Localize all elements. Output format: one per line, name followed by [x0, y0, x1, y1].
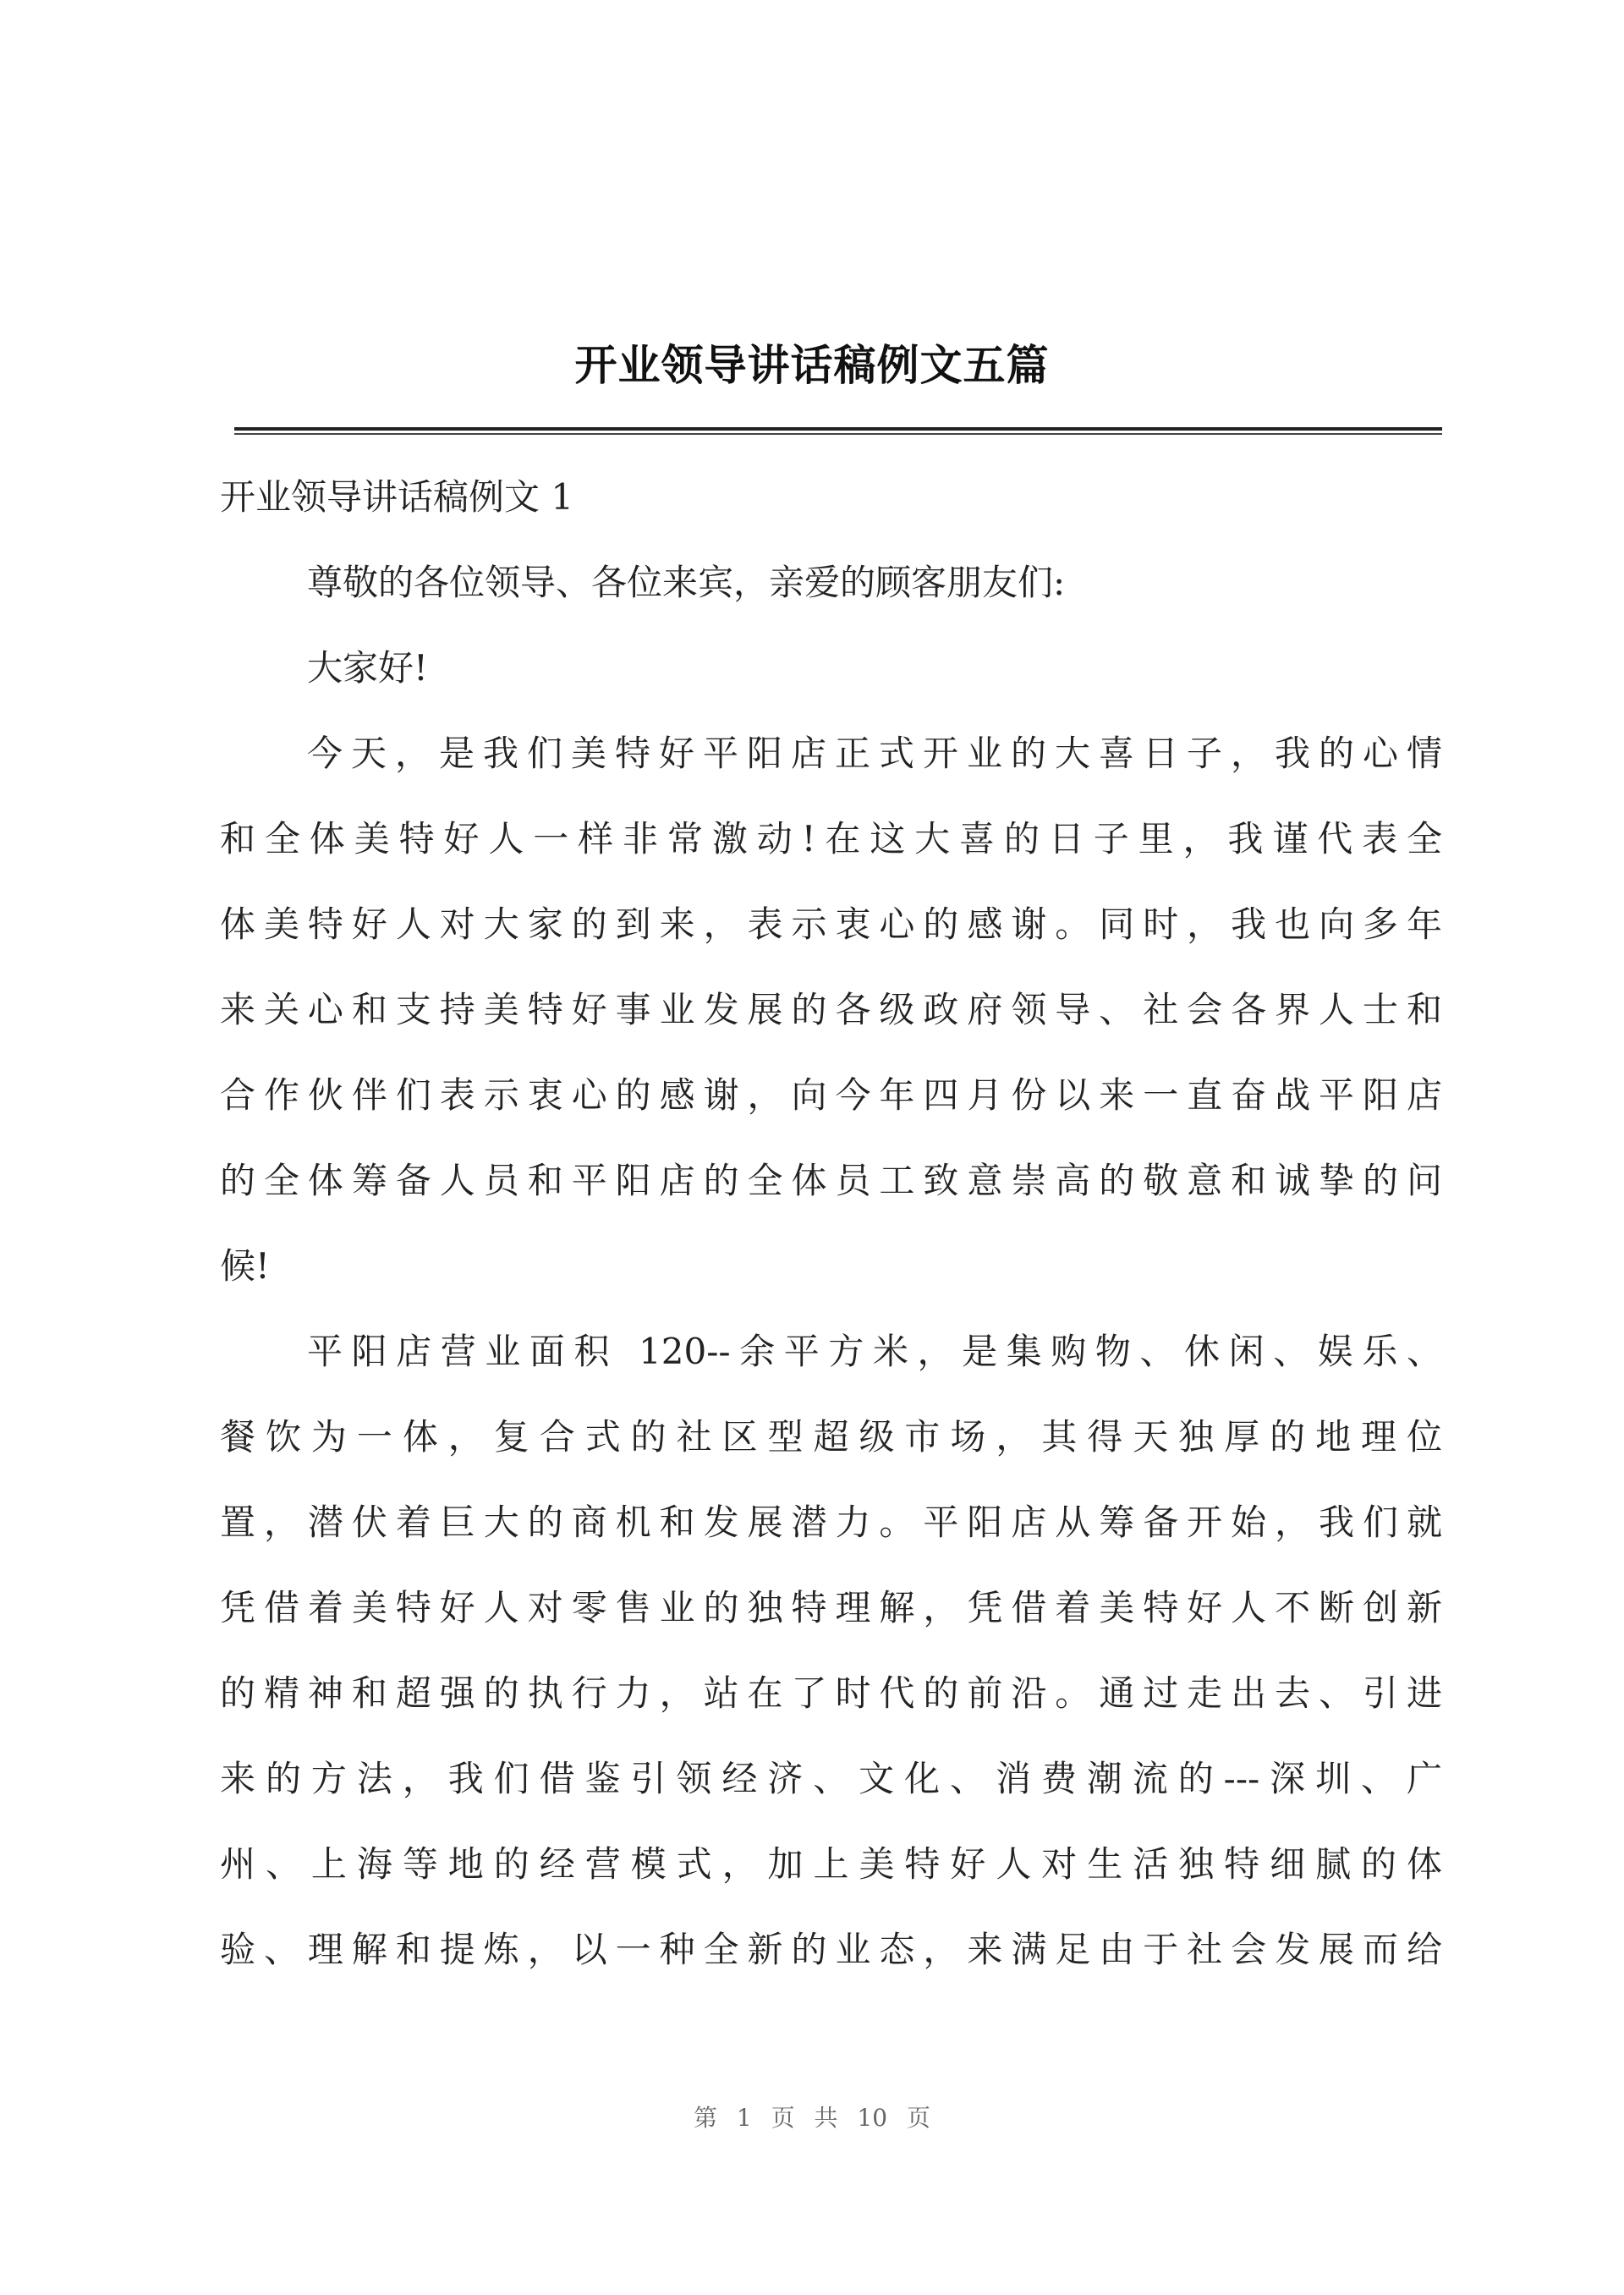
paragraph-line: 合作伙伴们表示衷心的感谢，向今年四月份以来一直奋战平阳店: [220, 1074, 1442, 1116]
paragraph-line: 尊敬的各位领导、各位来宾，亲爱的顾客朋友们:: [307, 562, 1066, 603]
paragraph-line: 的精神和超强的执行力，站在了时代的前沿。通过走出去、引进: [220, 1672, 1442, 1714]
paragraph-line: 餐饮为一体，复合式的社区型超级市场，其得天独厚的地理位: [220, 1416, 1442, 1458]
paragraph-line: 大家好!: [307, 647, 428, 689]
paragraph-line: 和全体美特好人一样非常激动!在这大喜的日子里，我谨代表全: [220, 818, 1442, 859]
paragraph-line: 凭借着美特好人对零售业的独特理解，凭借着美特好人不断创新: [220, 1587, 1442, 1628]
title-divider: [234, 427, 1442, 431]
paragraph-line: 的全体筹备人员和平阳店的全体员工致意崇高的敬意和诚挚的问: [220, 1160, 1442, 1201]
page-number: 第 1 页 共 10 页: [694, 2104, 930, 2132]
paragraph-line: 体美特好人对大家的到来，表示衷心的感谢。同时，我也向多年: [220, 903, 1442, 945]
paragraph-line: 候!: [220, 1245, 270, 1287]
paragraph-line: 置，潜伏着巨大的商机和发展潜力。平阳店从筹备开始，我们就: [220, 1502, 1442, 1543]
paragraph-line: 来关心和支持美特好事业发展的各级政府领导、社会各界人士和: [220, 989, 1442, 1030]
document-title: 开业领导讲话稿例文五篇: [574, 341, 1050, 390]
paragraph-line: 平阳店营业面积 120--余平方米，是集购物、休闲、娱乐、: [307, 1331, 1442, 1372]
paragraph-line: 州、上海等地的经营模式，加上美特好人对生活独特细腻的体: [220, 1843, 1442, 1885]
section-heading: 开业领导讲话稿例文 1: [220, 476, 574, 518]
paragraph-line: 来的方法，我们借鉴引领经济、文化、消费潮流的---深圳、广: [220, 1758, 1442, 1799]
title-divider-thin: [234, 433, 1442, 435]
paragraph-line: 今天，是我们美特好平阳店正式开业的大喜日子，我的心情: [307, 733, 1442, 774]
paragraph-line: 验、理解和提炼，以一种全新的业态，来满足由于社会发展而给: [220, 1929, 1442, 1970]
